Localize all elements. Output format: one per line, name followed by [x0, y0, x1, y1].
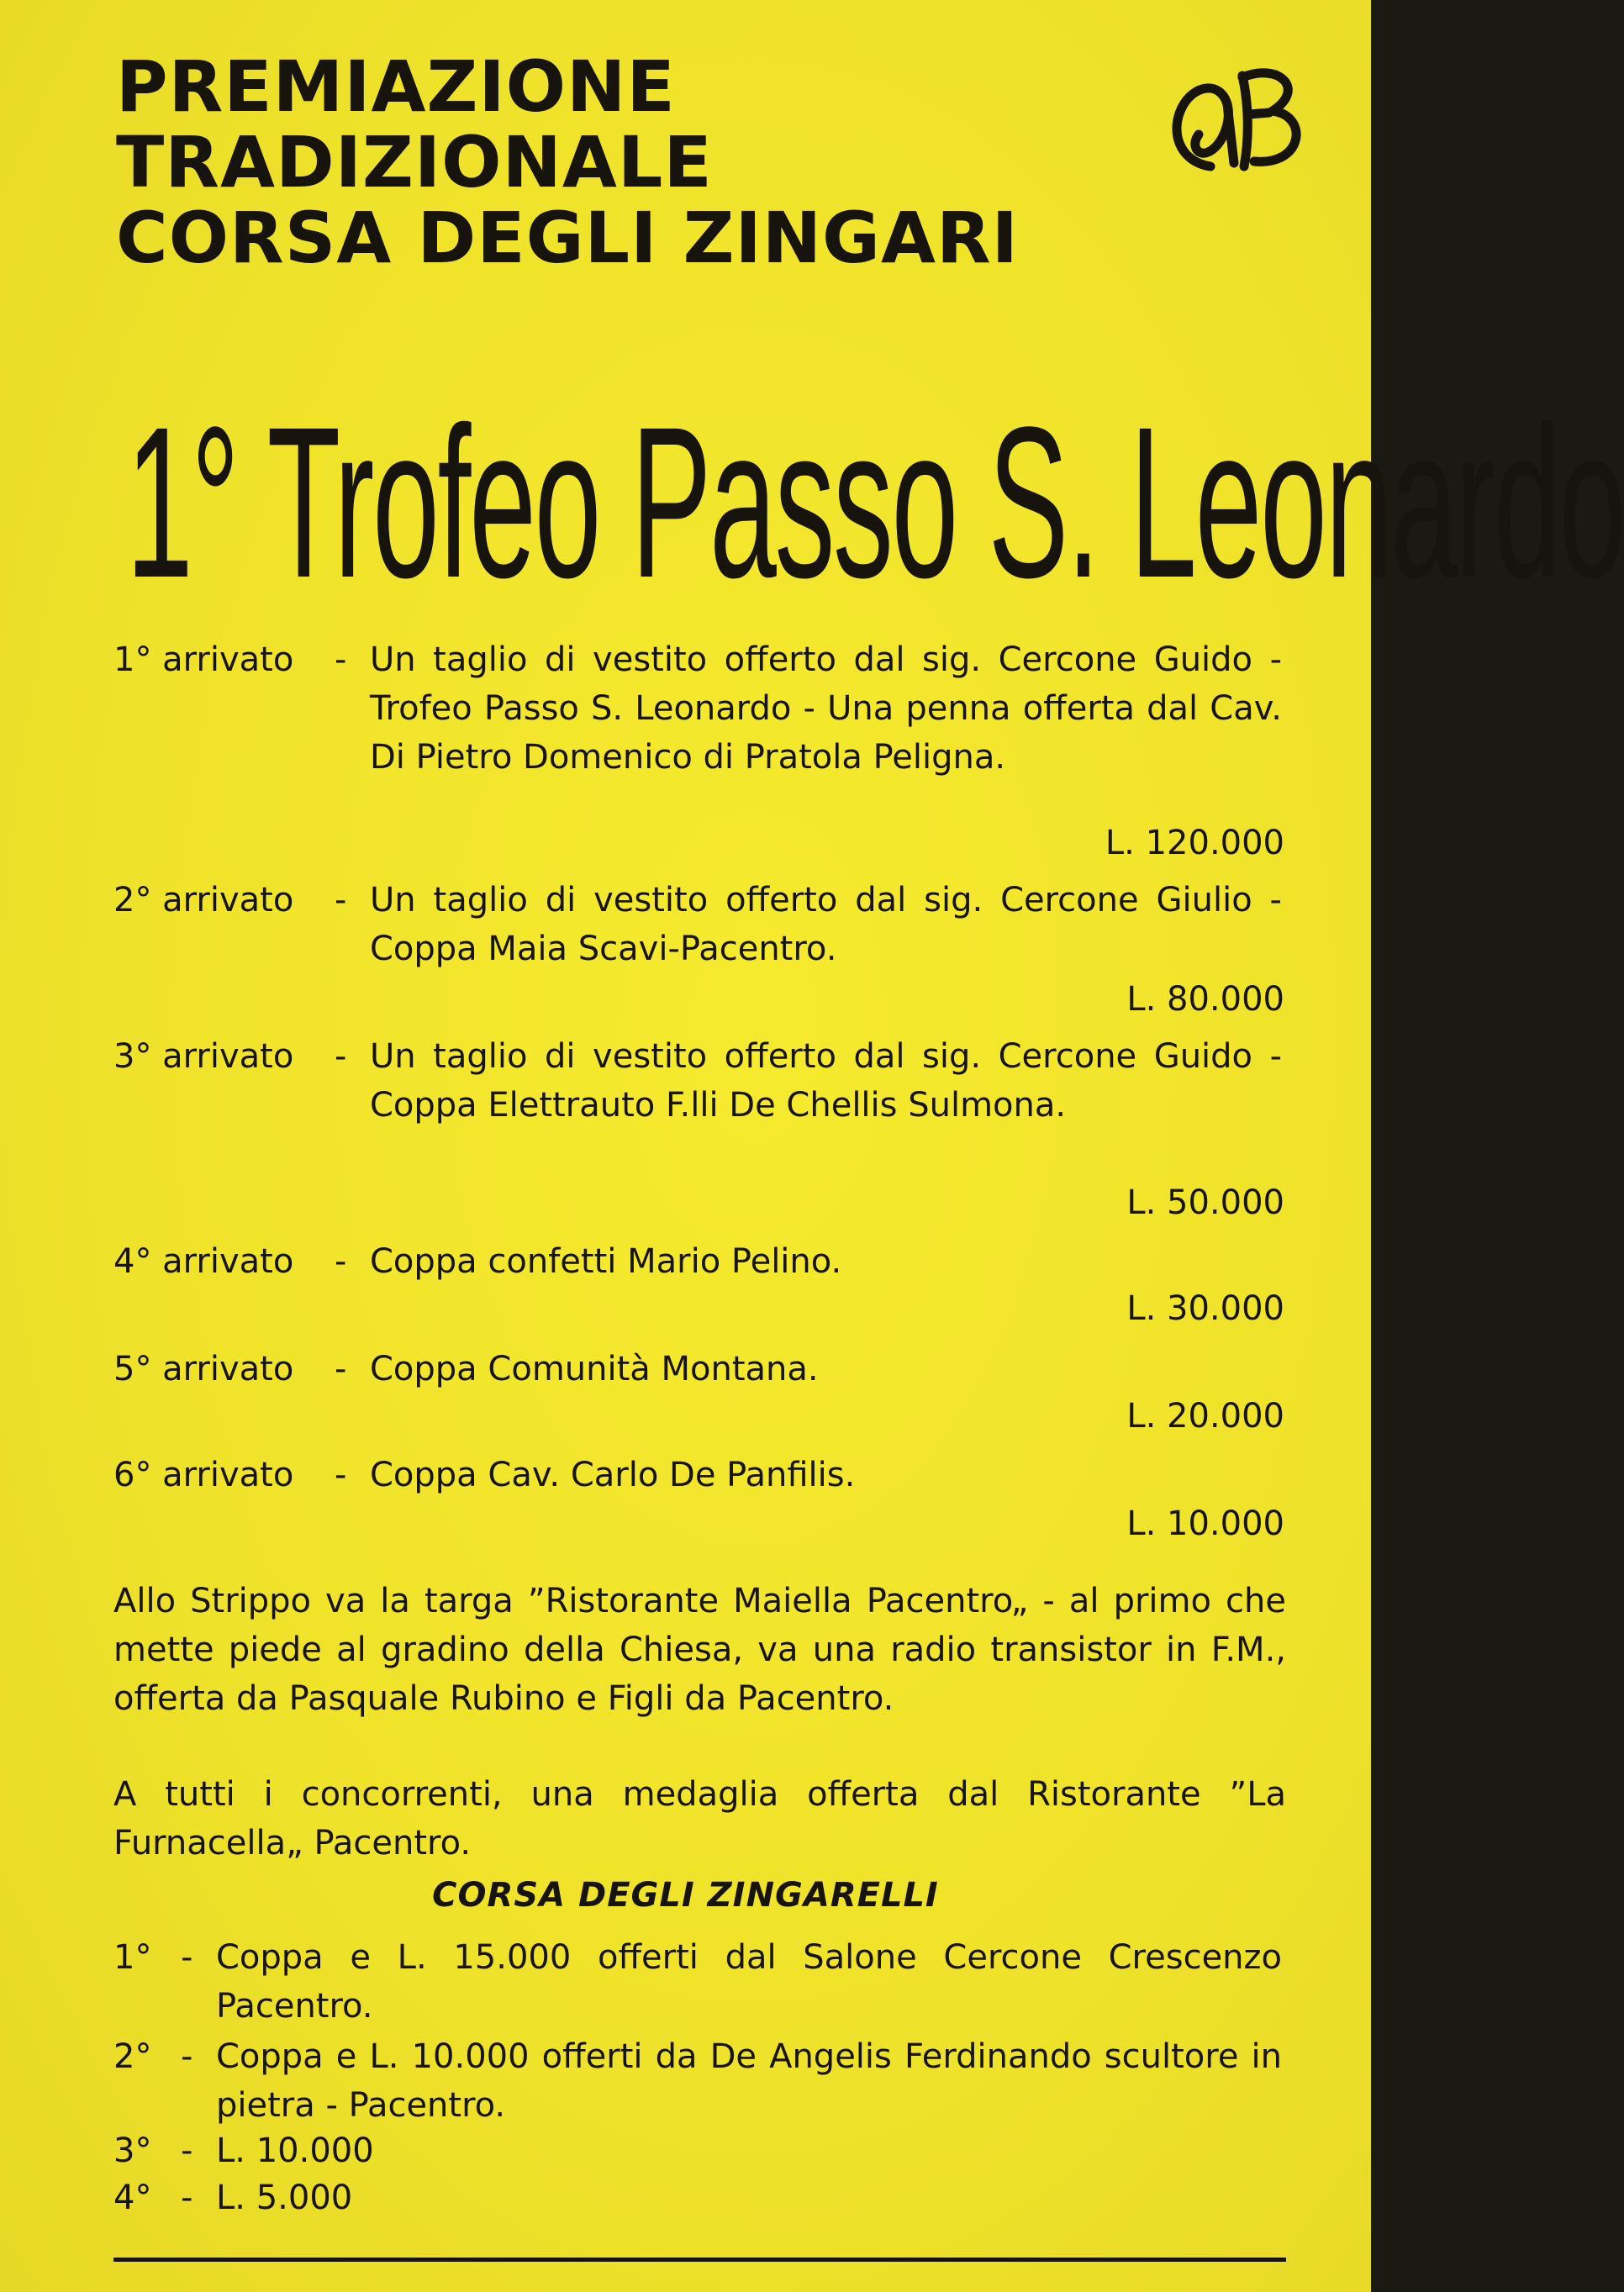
prize-separator: - [335, 640, 347, 679]
prize-place: 3° arrivato [113, 1037, 294, 1076]
kids-prize-description: L. 10.000 [216, 2131, 374, 2170]
prize-row-4 [113, 1237, 1286, 1286]
prize-row-2 [113, 876, 1286, 973]
kids-prize-description: L. 5.000 [216, 2179, 353, 2217]
prize-amount-4: L. 30.000 [1126, 1289, 1284, 1328]
prize-place: 2° arrivato [113, 881, 294, 919]
kids-prize-place: 1° [113, 1938, 152, 1977]
prize-place: 5° arrivato [113, 1350, 294, 1388]
prize-separator: - [335, 881, 347, 919]
kids-prize-description: Coppa e L. 10.000 offerti da De Angelis Ferdinando scultore in pietra - Pacentro. [216, 2037, 1282, 2125]
prize-separator: - [335, 1037, 347, 1076]
prize-row-1 [113, 635, 1286, 830]
poster-heading [116, 45, 1019, 279]
prize-amount-2: L. 80.000 [1126, 980, 1284, 1019]
prize-place: 6° arrivato [113, 1456, 294, 1494]
kids-prize-place: 4° [113, 2179, 152, 2217]
heading-line-2: TRADIZIONALE [116, 121, 713, 203]
kids-prize-separator: - [181, 2131, 193, 2170]
kids-prize-separator: - [181, 2179, 193, 2217]
prize-description: Coppa Cav. Carlo De Panfilis. [370, 1456, 856, 1494]
prize-description: Coppa Comunità Montana. [370, 1350, 819, 1388]
prize-amount-6: L. 10.000 [1126, 1504, 1284, 1543]
prize-description: Coppa confetti Mario Pelino. [370, 1242, 842, 1281]
prize-amount-3: L. 50.000 [1126, 1183, 1284, 1222]
strippo-note: Allo Strippo va la targa ”Ristorante Maiella Pacentro„ - al primo che mette piede al gradino della Chiesa, va una radio transistor in F.M., offerta da Pasquale Rubino e Figli da Pacentro. [113, 1582, 1286, 1718]
bottom-rule [113, 2258, 1286, 2262]
heading-line-3: CORSA DEGLI ZINGARI [116, 197, 1019, 279]
kids-prize-place: 2° [113, 2037, 152, 2076]
kids-prize-row-1 [113, 1933, 1286, 2031]
medal-note: A tutti i concorrenti, una medaglia offerta dal Ristorante ”La Furnacella„ Pacentro. [113, 1775, 1286, 1863]
prize-amount-5: L. 20.000 [1126, 1397, 1284, 1436]
kids-prize-row-4 [113, 2173, 1286, 2222]
prize-separator: - [335, 1350, 347, 1388]
prize-row-6 [113, 1451, 1286, 1499]
kids-race-title: CORSA DEGLI ZINGARELLI [432, 1876, 939, 1915]
prize-description: Un taglio di vestito offerto dal sig. Cercone Guido - Coppa Elettrauto F.lli De Chellis Sulmona. [370, 1037, 1282, 1125]
kids-prize-separator: - [181, 1938, 193, 1977]
heading-line-1: PREMIAZIONE [116, 45, 676, 128]
prize-amount-1: L. 120.000 [1105, 824, 1284, 862]
kids-prize-description: Coppa e L. 15.000 offerti dal Salone Cercone Crescenzo Pacentro. [216, 1938, 1282, 2026]
prize-separator: - [335, 1456, 347, 1494]
prize-description: Un taglio di vestito offerto dal sig. Cercone Giulio - Coppa Maia Scavi-Pacentro. [370, 881, 1282, 968]
prize-description: Un taglio di vestito offerto dal sig. Cercone Guido - Trofeo Passo S. Leonardo - Una penna offerta dal Cav. Di Pietro Domenico di Pratola Peligna. [370, 640, 1282, 777]
trophy-title: 1° Trofeo Passo S. Leonardo [126, 383, 1624, 624]
prize-row-3 [113, 1032, 1286, 1178]
prize-place: 1° arrivato [113, 640, 294, 679]
kids-prize-place: 3° [113, 2131, 152, 2170]
prize-row-5 [113, 1345, 1286, 1394]
kids-prize-separator: - [181, 2037, 193, 2076]
kids-prize-row-2 [113, 2032, 1286, 2130]
monogram-logo-icon [1162, 55, 1310, 178]
kids-prize-row-3 [113, 2126, 1286, 2175]
prize-separator: - [335, 1242, 347, 1281]
prize-place: 4° arrivato [113, 1242, 294, 1281]
